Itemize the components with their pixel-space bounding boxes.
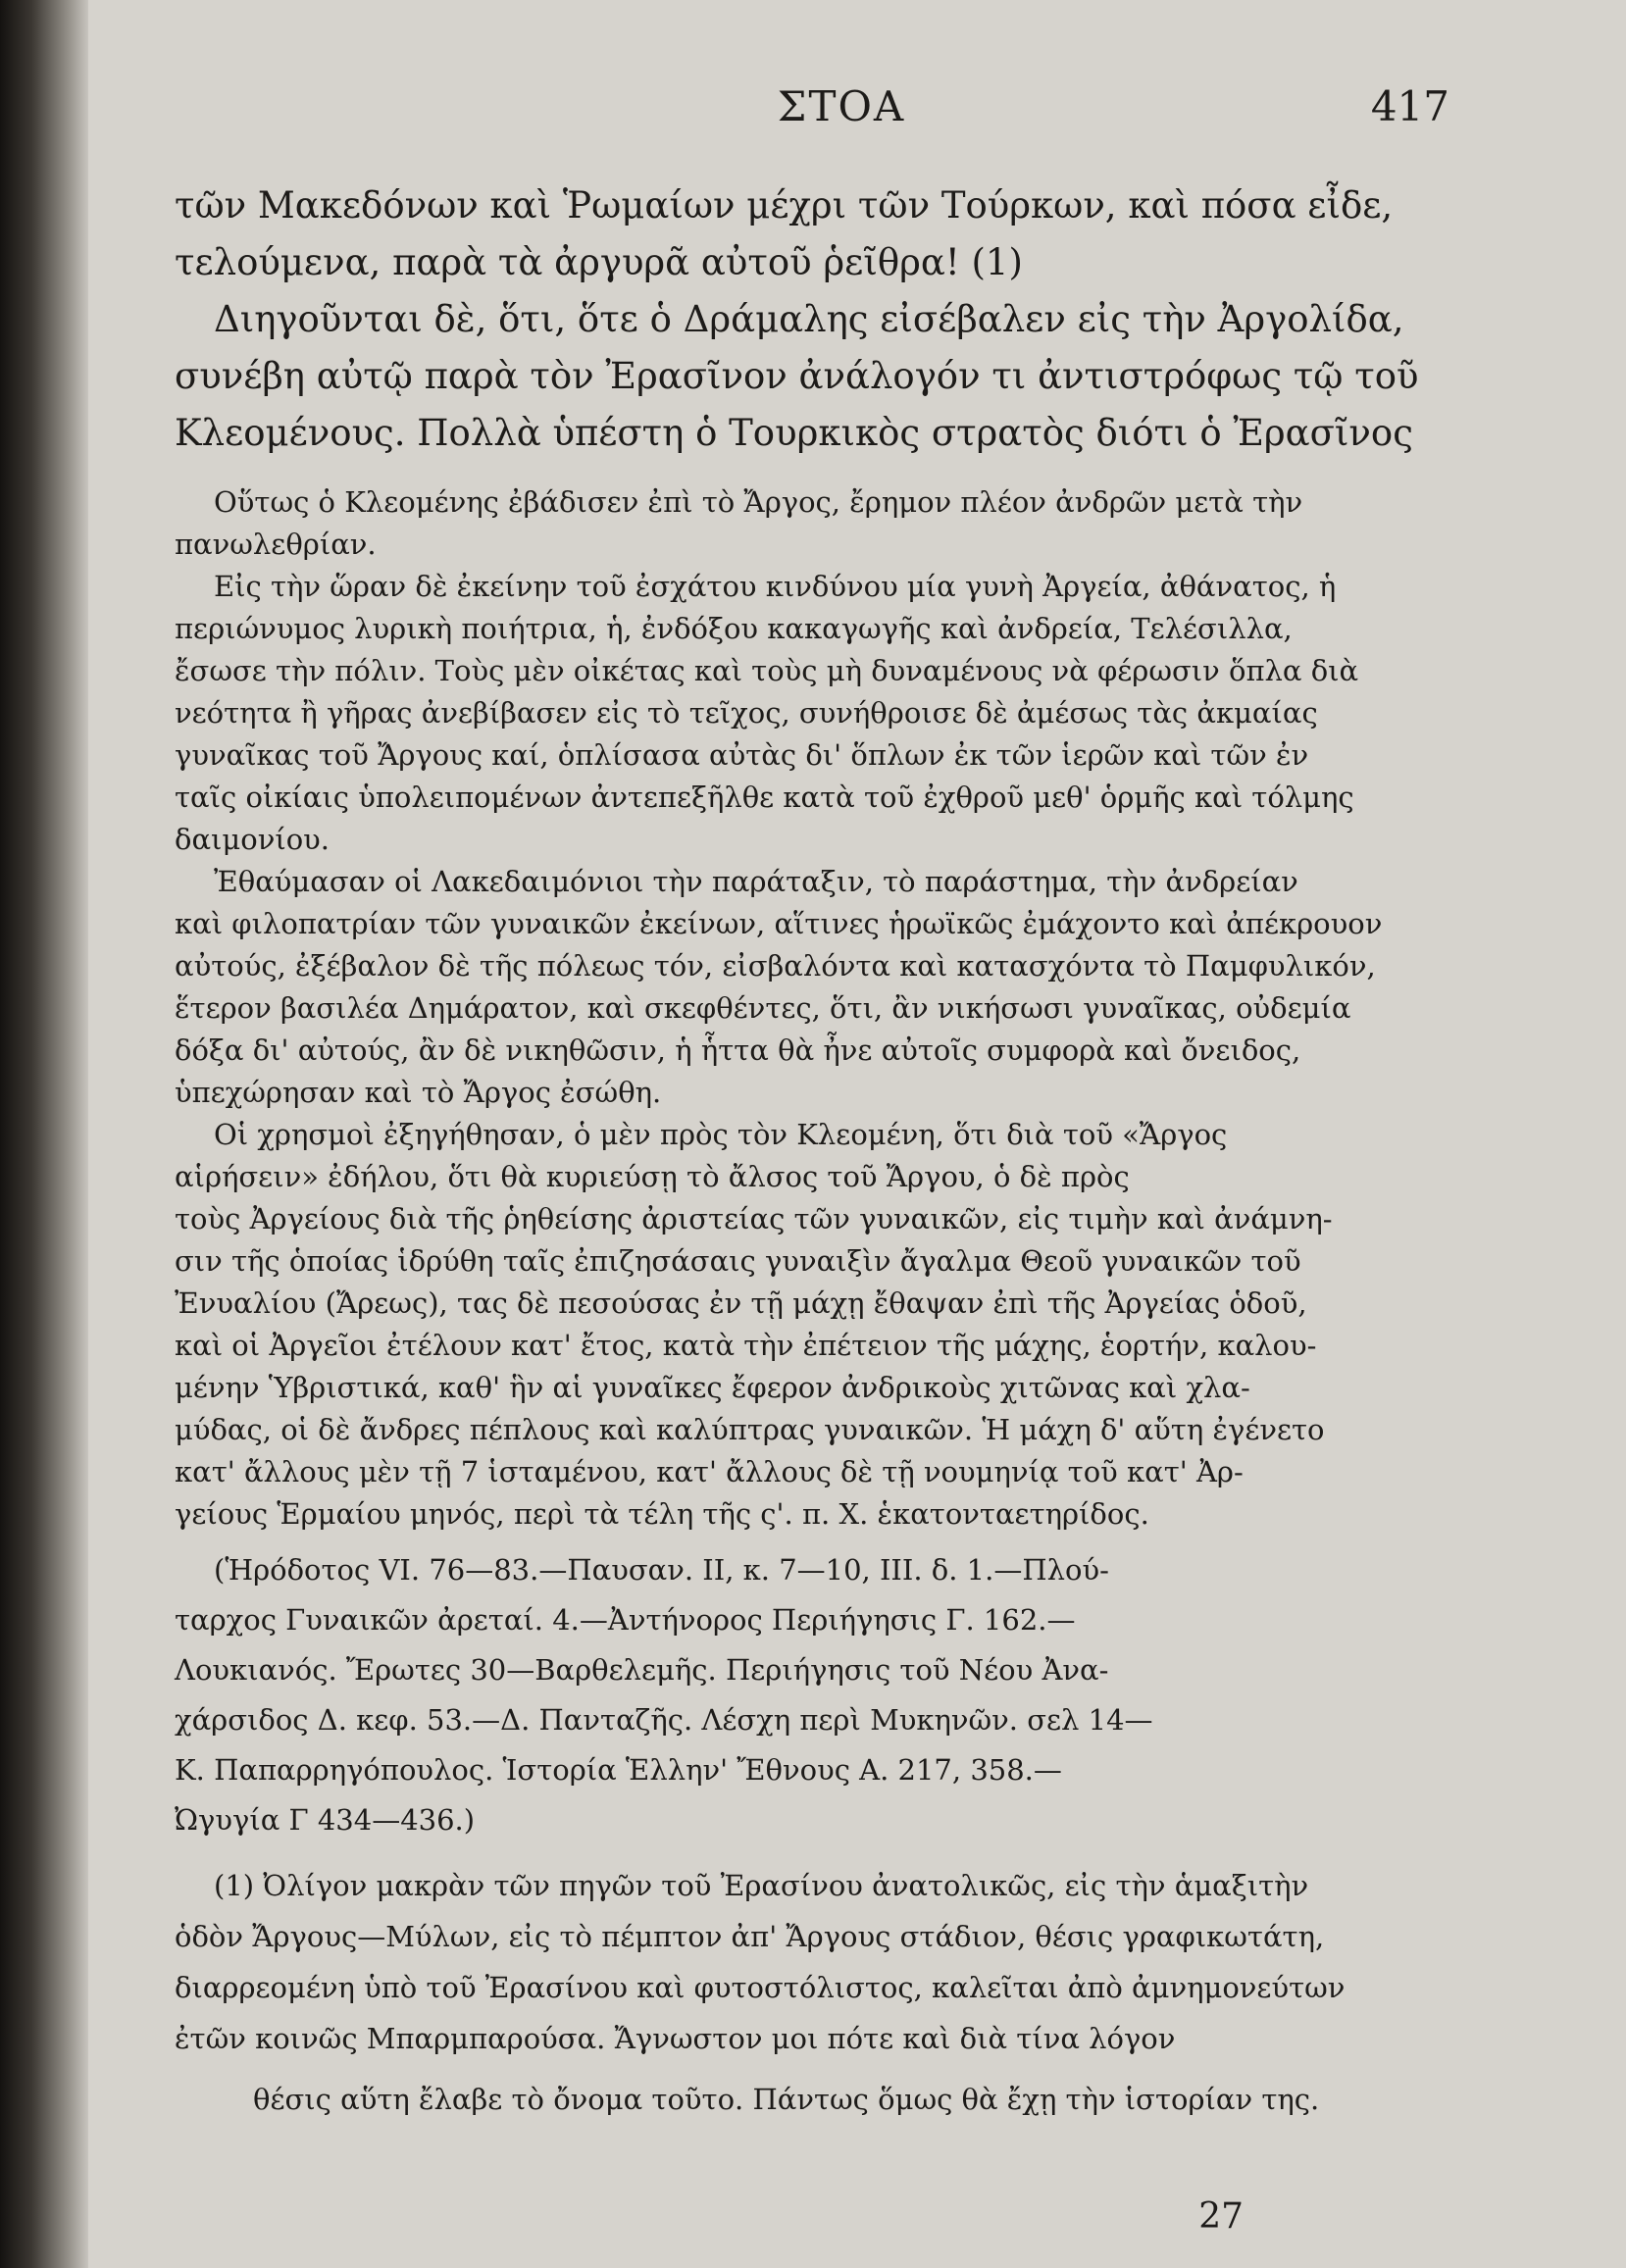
quote-text-line: μένην Ὑβριστικά, καθ' ἣν αἱ γυναῖκες ἔφερον ἀνδρικοὺς χιτῶνας καὶ χλα- bbox=[175, 1371, 1250, 1404]
running-head: ΣΤΟΑ bbox=[777, 82, 906, 130]
quote-text-line: τοὺς Ἀργείους διὰ τῆς ῥηθείσης ἀριστείας τῶν γυναικῶν, εἰς τιμὴν καὶ ἀνάμνη- bbox=[175, 1202, 1333, 1235]
quote-text-line: πανωλεθρίαν. bbox=[175, 528, 377, 561]
quote-text-line: σιν τῆς ὁποίας ἱδρύθη ταῖς ἐπιζησάσαις γυναιξὶν ἄγαλμα Θεοῦ γυναικῶν τοῦ bbox=[175, 1244, 1301, 1278]
page-number: 417 bbox=[1370, 82, 1449, 130]
signature-mark: 27 bbox=[1198, 2196, 1244, 2237]
main-text-line: τῶν Μακεδόνων καὶ Ῥωμαίων μέχρι τῶν Τούρκων, καὶ πόσα εἶδε, bbox=[175, 184, 1394, 227]
quote-text-line: νεότητα ἢ γῆρας ἀνεβίβασεν εἰς τὸ τεῖχος, συνήθροισε δὲ ἀμέσως τὰς ἀκμαίας bbox=[175, 696, 1318, 730]
quote-text-line: δαιμονίου. bbox=[175, 823, 330, 856]
quote-text-line: γείους Ἑρμαίου μηνός, περὶ τὰ τέλη τῆς ς'. π. Χ. ἑκατονταετηρίδος. bbox=[175, 1497, 1149, 1531]
quote-text-line: μύδας, οἱ δὲ ἄνδρες πέπλους καὶ καλύπτρας γυναικῶν. Ἡ μάχη δ' αὕτη ἐγένετο bbox=[175, 1413, 1325, 1446]
footnote-line: θέσις αὕτη ἔλαβε τὸ ὄνομα τοῦτο. Πάντως ὅμως θὰ ἔχῃ τὴν ἱστορίαν της. bbox=[253, 2083, 1320, 2116]
footnote-line: διαρρεομένη ὑπὸ τοῦ Ἐρασίνου καὶ φυτοστόλιστος, καλεῖται ἀπὸ ἀμνημονεύτων bbox=[175, 1971, 1346, 2004]
quote-text-line: γυναῖκας τοῦ Ἄργους καί, ὁπλίσασα αὐτὰς δι' ὅπλων ἐκ τῶν ἱερῶν καὶ τῶν ἐν bbox=[175, 738, 1309, 772]
main-text-line: τελούμενα, παρὰ τὰ ἀργυρᾶ αὐτοῦ ῥεῖθρα! (1) bbox=[175, 241, 1023, 283]
quote-text-line: ὑπεχώρησαν καὶ τὸ Ἄργος ἐσώθη. bbox=[175, 1076, 662, 1109]
quote-text-line: ἔσωσε τὴν πόλιν. Τοὺς μὲν οἰκέτας καὶ τοὺς μὴ δυναμένους νὰ φέρωσιν ὅπλα διὰ bbox=[175, 654, 1359, 687]
quote-text-line: δόξα δι' αὐτούς, ἂν δὲ νικηθῶσιν, ἡ ἧττα θὰ ἦνε αὐτοῖς συμφορὰ καὶ ὄνειδος, bbox=[175, 1033, 1301, 1067]
reference-line: Κ. Παπαρρηγόπουλος. Ἱστορία Ἑλλην' Ἔθνους Α. 217, 358.— bbox=[175, 1753, 1062, 1787]
quote-text-line: καὶ φιλοπατρίαν τῶν γυναικῶν ἐκείνων, αἵτινες ἡρωϊκῶς ἐμάχοντο καὶ ἀπέκρουον bbox=[175, 907, 1383, 940]
quote-text-line: ἕτερον βασιλέα Δημάρατον, καὶ σκεφθέντες, ὅτι, ἂν νικήσωσι γυναῖκας, οὐδεμία bbox=[175, 991, 1351, 1025]
footnote-line: (1) Ὀλίγον μακρὰν τῶν πηγῶν τοῦ Ἐρασίνου ἀνατολικῶς, εἰς τὴν ἁμαξιτὴν bbox=[214, 1869, 1309, 1902]
quote-text-line: αἱρήσειν» ἐδήλου, ὅτι θὰ κυριεύσῃ τὸ ἄλσος τοῦ Ἄργου, ὁ δὲ πρὸς bbox=[175, 1160, 1130, 1193]
reference-line: (Ἡρόδοτος VI. 76—83.—Παυσαν. II, κ. 7—10, III. δ. 1.—Πλού- bbox=[214, 1553, 1109, 1587]
quote-text-line: Εἰς τὴν ὥραν δὲ ἐκείνην τοῦ ἐσχάτου κινδύνου μία γυνὴ Ἀργεία, ἀθάνατος, ἡ bbox=[214, 570, 1337, 603]
reference-line: χάρσιδος Δ. κεφ. 53.—Δ. Πανταζῆς. Λέσχη περὶ Μυκηνῶν. σελ 14— bbox=[175, 1703, 1153, 1737]
quote-text-line: Ἐνυαλίου (Ἄρεως), τας δὲ πεσούσας ἐν τῇ μάχῃ ἔθαψαν ἐπὶ τῆς Ἀργείας ὁδοῦ, bbox=[175, 1286, 1307, 1320]
main-text-line: συνέβη αὐτῷ παρὰ τὸν Ἐρασῖνον ἀνάλογόν τι ἀντιστρόφως τῷ τοῦ bbox=[175, 355, 1419, 397]
quote-text-line: αὐτούς, ἐξέβαλον δὲ τῆς πόλεως τόν, εἰσβαλόντα καὶ κατασχόντα τὸ Παμφυλικόν, bbox=[175, 949, 1376, 983]
footnote-line: ὁδὸν Ἄργους—Μύλων, εἰς τὸ πέμπτον ἀπ' Ἄργους στάδιον, θέσις γραφικωτάτη, bbox=[175, 1920, 1325, 1953]
text-block bbox=[175, 0, 1469, 2268]
quote-text-line: περιώνυμος λυρικὴ ποιήτρια, ἡ, ἐνδόξου κακαγωγῆς καὶ ἀνδρεία, Τελέσιλλα, bbox=[175, 612, 1293, 645]
reference-line: Ὠγυγία Γ 434—436.) bbox=[175, 1803, 476, 1837]
reference-line: ταρχος Γυναικῶν ἀρεταί. 4.—Ἀντήνορος Περιήγησις Γ. 162.— bbox=[175, 1603, 1076, 1637]
quote-text-line: καὶ οἱ Ἀργεῖοι ἐτέλουν κατ' ἔτος, κατὰ τὴν ἐπέτειον τῆς μάχης, ἑορτήν, καλου- bbox=[175, 1329, 1317, 1362]
book-gutter bbox=[0, 0, 88, 2268]
quote-text-line: Ἐθαύμασαν οἱ Λακεδαιμόνιοι τὴν παράταξιν, τὸ παράστημα, τὴν ἀνδρείαν bbox=[214, 865, 1298, 898]
main-text-line: Διηγοῦνται δὲ, ὅτι, ὅτε ὁ Δράμαλης εἰσέβαλεν εἰς τὴν Ἀργολίδα, bbox=[214, 298, 1404, 340]
page-header bbox=[175, 82, 1469, 141]
reference-line: Λουκιανός. Ἔρωτες 30—Βαρθελεμῆς. Περιήγησις τοῦ Νέου Ἀνα- bbox=[175, 1653, 1109, 1687]
main-text-line: Κλεομένους. Πολλὰ ὑπέστη ὁ Τουρκικὸς στρατὸς διότι ὁ Ἐρασῖνος bbox=[175, 412, 1413, 454]
quote-text-line: κατ' ἄλλους μὲν τῇ 7 ἱσταμένου, κατ' ἄλλους δὲ τῇ νουμηνίᾳ τοῦ κατ' Ἀρ- bbox=[175, 1455, 1244, 1488]
quote-text-line: ταῖς οἰκίαις ὑπολειπομένων ἀντεπεξῆλθε κατὰ τοῦ ἐχθροῦ μεθ' ὁρμῆς καὶ τόλμης bbox=[175, 781, 1354, 814]
quote-text-line: Οἱ χρησμοὶ ἐξηγήθησαν, ὁ μὲν πρὸς τὸν Κλεομένη, ὅτι διὰ τοῦ «Ἄργος bbox=[214, 1118, 1228, 1151]
quote-text-line: Οὕτως ὁ Κλεομένης ἐβάδισεν ἐπὶ τὸ Ἄργος, ἔρημον πλέον ἀνδρῶν μετὰ τὴν bbox=[214, 485, 1303, 519]
footnote-line: ἐτῶν κοινῶς Μπαρμπαρούσα. Ἄγνωστον μοι πότε καὶ διὰ τίνα λόγον bbox=[175, 2022, 1176, 2055]
